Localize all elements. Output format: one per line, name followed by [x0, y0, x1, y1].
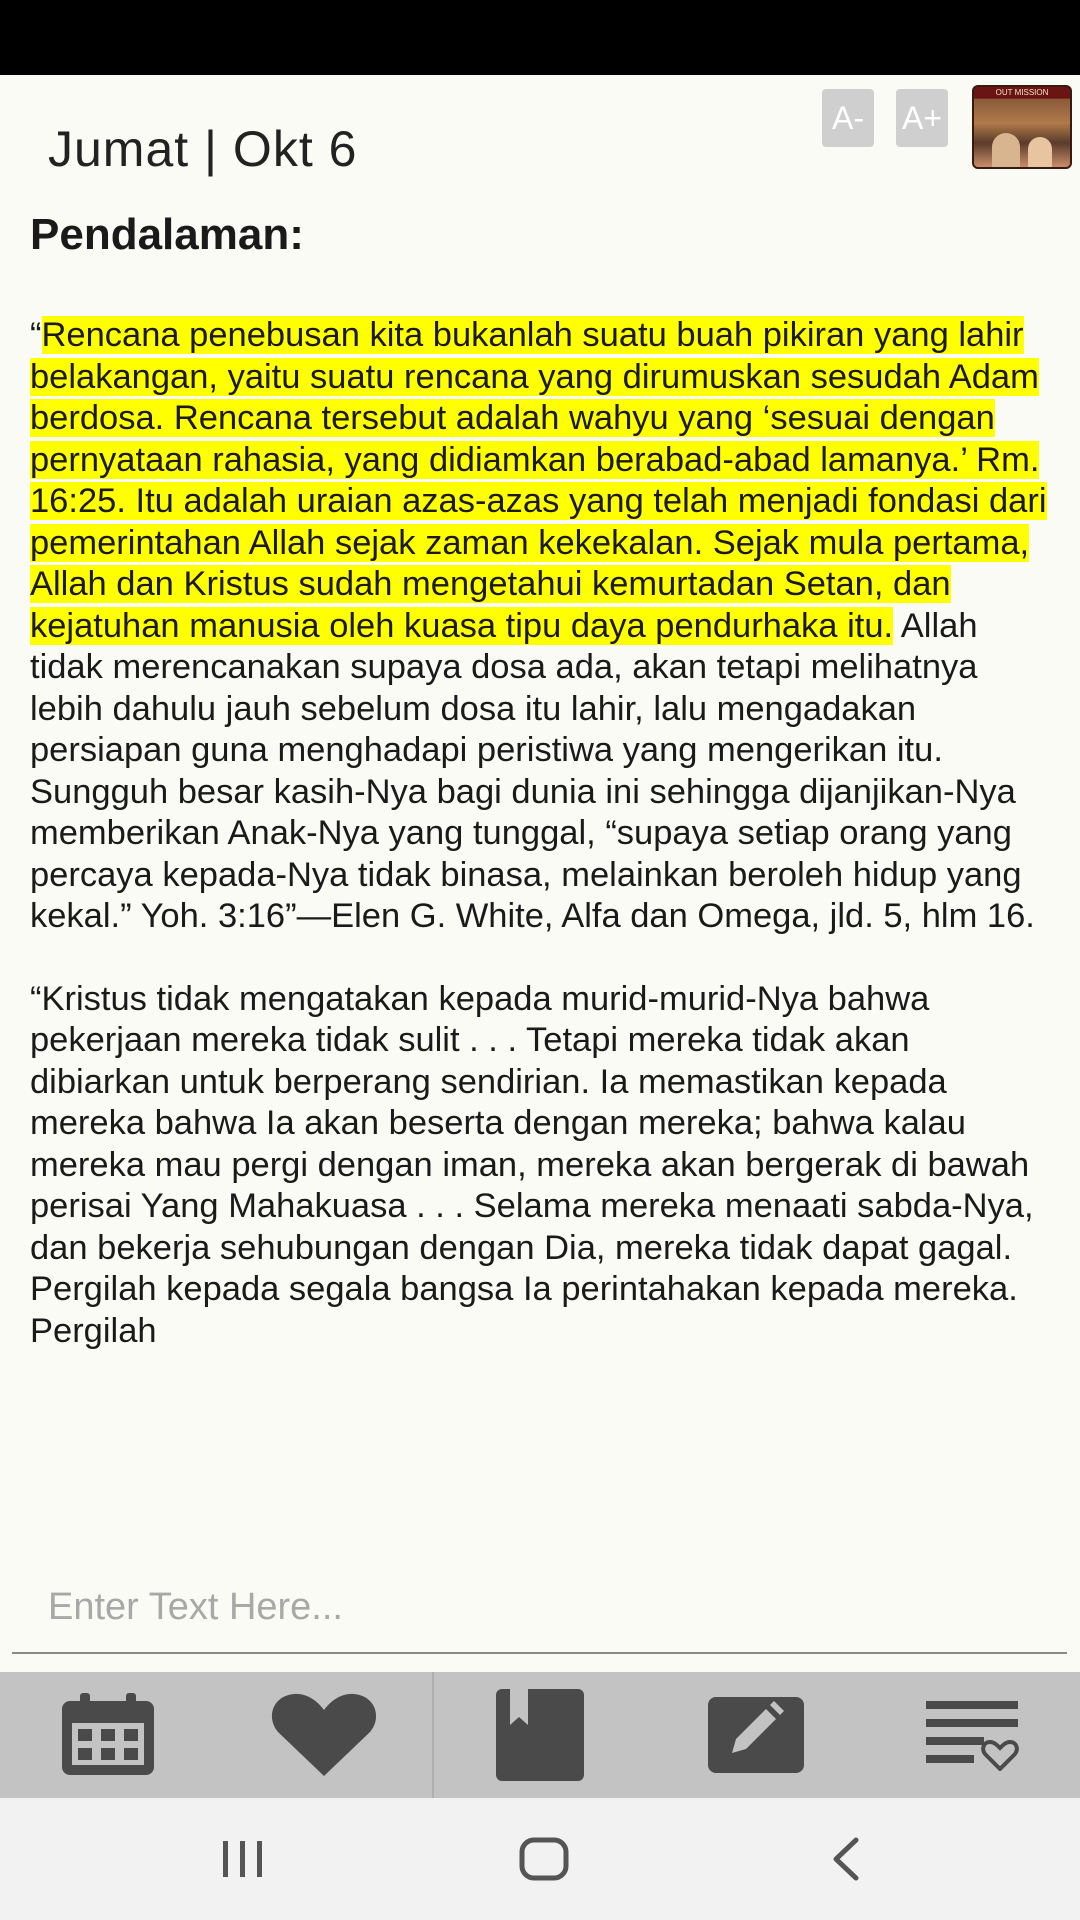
lesson-content[interactable]	[30, 210, 1050, 1535]
open-quote: “	[30, 316, 42, 354]
bottom-nav	[0, 1672, 1080, 1798]
back-button[interactable]	[786, 1798, 906, 1920]
nav-calendar[interactable]	[18, 1672, 198, 1798]
nav-divider	[432, 1672, 434, 1798]
heart-icon	[270, 1692, 378, 1778]
bookmark-book-icon	[494, 1687, 586, 1783]
system-nav-bar	[0, 1798, 1080, 1920]
paragraph	[30, 315, 1050, 938]
section-title: Pendalaman:	[30, 210, 304, 259]
paragraph-text: Allah tidak merencanakan supaya dosa ada, akan tetapi melihatnya lebih dahulu jauh sebelum dosa itu lahir, lalu mengadakan persiapan guna menghadapi peristiwa yang mengerikan itu. Sungguh besar kasih-Nya bagi dunia ini sehingga dijanjikan-Nya memberikan Anak-Nya yang tunggal, “supaya setiap orang yang percaya kepada-Nya tidak binasa, melainkan beroleh hidup yang kekal.” Yoh. 3:16”—Elen G. White, Alfa dan Omega, jld. 5, hlm 16.	[30, 606, 1035, 935]
nav-bookmark[interactable]	[450, 1672, 630, 1798]
edit-note-icon	[706, 1695, 806, 1775]
home-button[interactable]	[484, 1798, 604, 1920]
quarterly-cover-thumbnail[interactable]	[972, 85, 1072, 169]
recents-button[interactable]	[183, 1798, 303, 1920]
highlighted-text[interactable]: Rencana penebusan kita bukanlah suatu buah pikiran yang lahir belakangan, yaitu suatu rencana yang dirumuskan sesudah Adam berdosa. Rencana tersebut adalah wahyu yang ‘sesuai dengan pernyataan rahasia, yang didiamkan berabad-abad lamanya.’ Rm. 16:25. Itu adalah uraian azas-azas yang telah menjadi fondasi dari pemerintahan Allah sejak zaman kekekalan. Sejak mula pertama, Allah dan Kristus sudah mengetahui kemurtadan Setan, dan kejatuhan manusia oleh kuasa tipu daya pendurhaka itu.	[30, 316, 1047, 645]
recents-icon	[219, 1839, 267, 1879]
back-icon	[828, 1837, 864, 1881]
page-title: Jumat | Okt 6	[48, 121, 358, 177]
note-input[interactable]	[12, 1570, 1067, 1644]
nav-favorites[interactable]	[234, 1672, 414, 1798]
home-icon	[519, 1837, 569, 1881]
header	[0, 75, 1080, 210]
cover-figure	[992, 133, 1020, 167]
nav-edit-note[interactable]	[666, 1672, 846, 1798]
note-input-container	[12, 1570, 1067, 1654]
font-increase-button[interactable]: A+	[896, 89, 948, 147]
paragraph: “Kristus tidak mengatakan kepada murid-murid-Nya bahwa pekerjaan mereka tidak sulit . . . Tetapi mereka tidak akan dibiarkan untuk berperang sendirian. Ia memastikan kepada mereka bahwa Ia akan beserta dengan mereka; bahwa kalau mereka mau pergi dengan iman, mereka akan bergerak di bawah perisai Yang Mahakuasa . . . Selama mereka menaati sabda-Nya, dan bekerja sehubungan dengan Dia, mereka tidak dapat gagal. Pergilah kepada segala bangsa Ia perintahakan kepada mereka. Pergilah	[30, 979, 1034, 1350]
favorites-list-icon	[924, 1699, 1020, 1771]
font-decrease-button[interactable]: A-	[822, 89, 874, 147]
nav-favorites-list[interactable]	[882, 1672, 1062, 1798]
cover-figure	[1028, 137, 1052, 167]
cover-label: OUT MISSION	[995, 88, 1049, 97]
status-bar	[0, 0, 1080, 75]
calendar-icon	[60, 1693, 156, 1777]
